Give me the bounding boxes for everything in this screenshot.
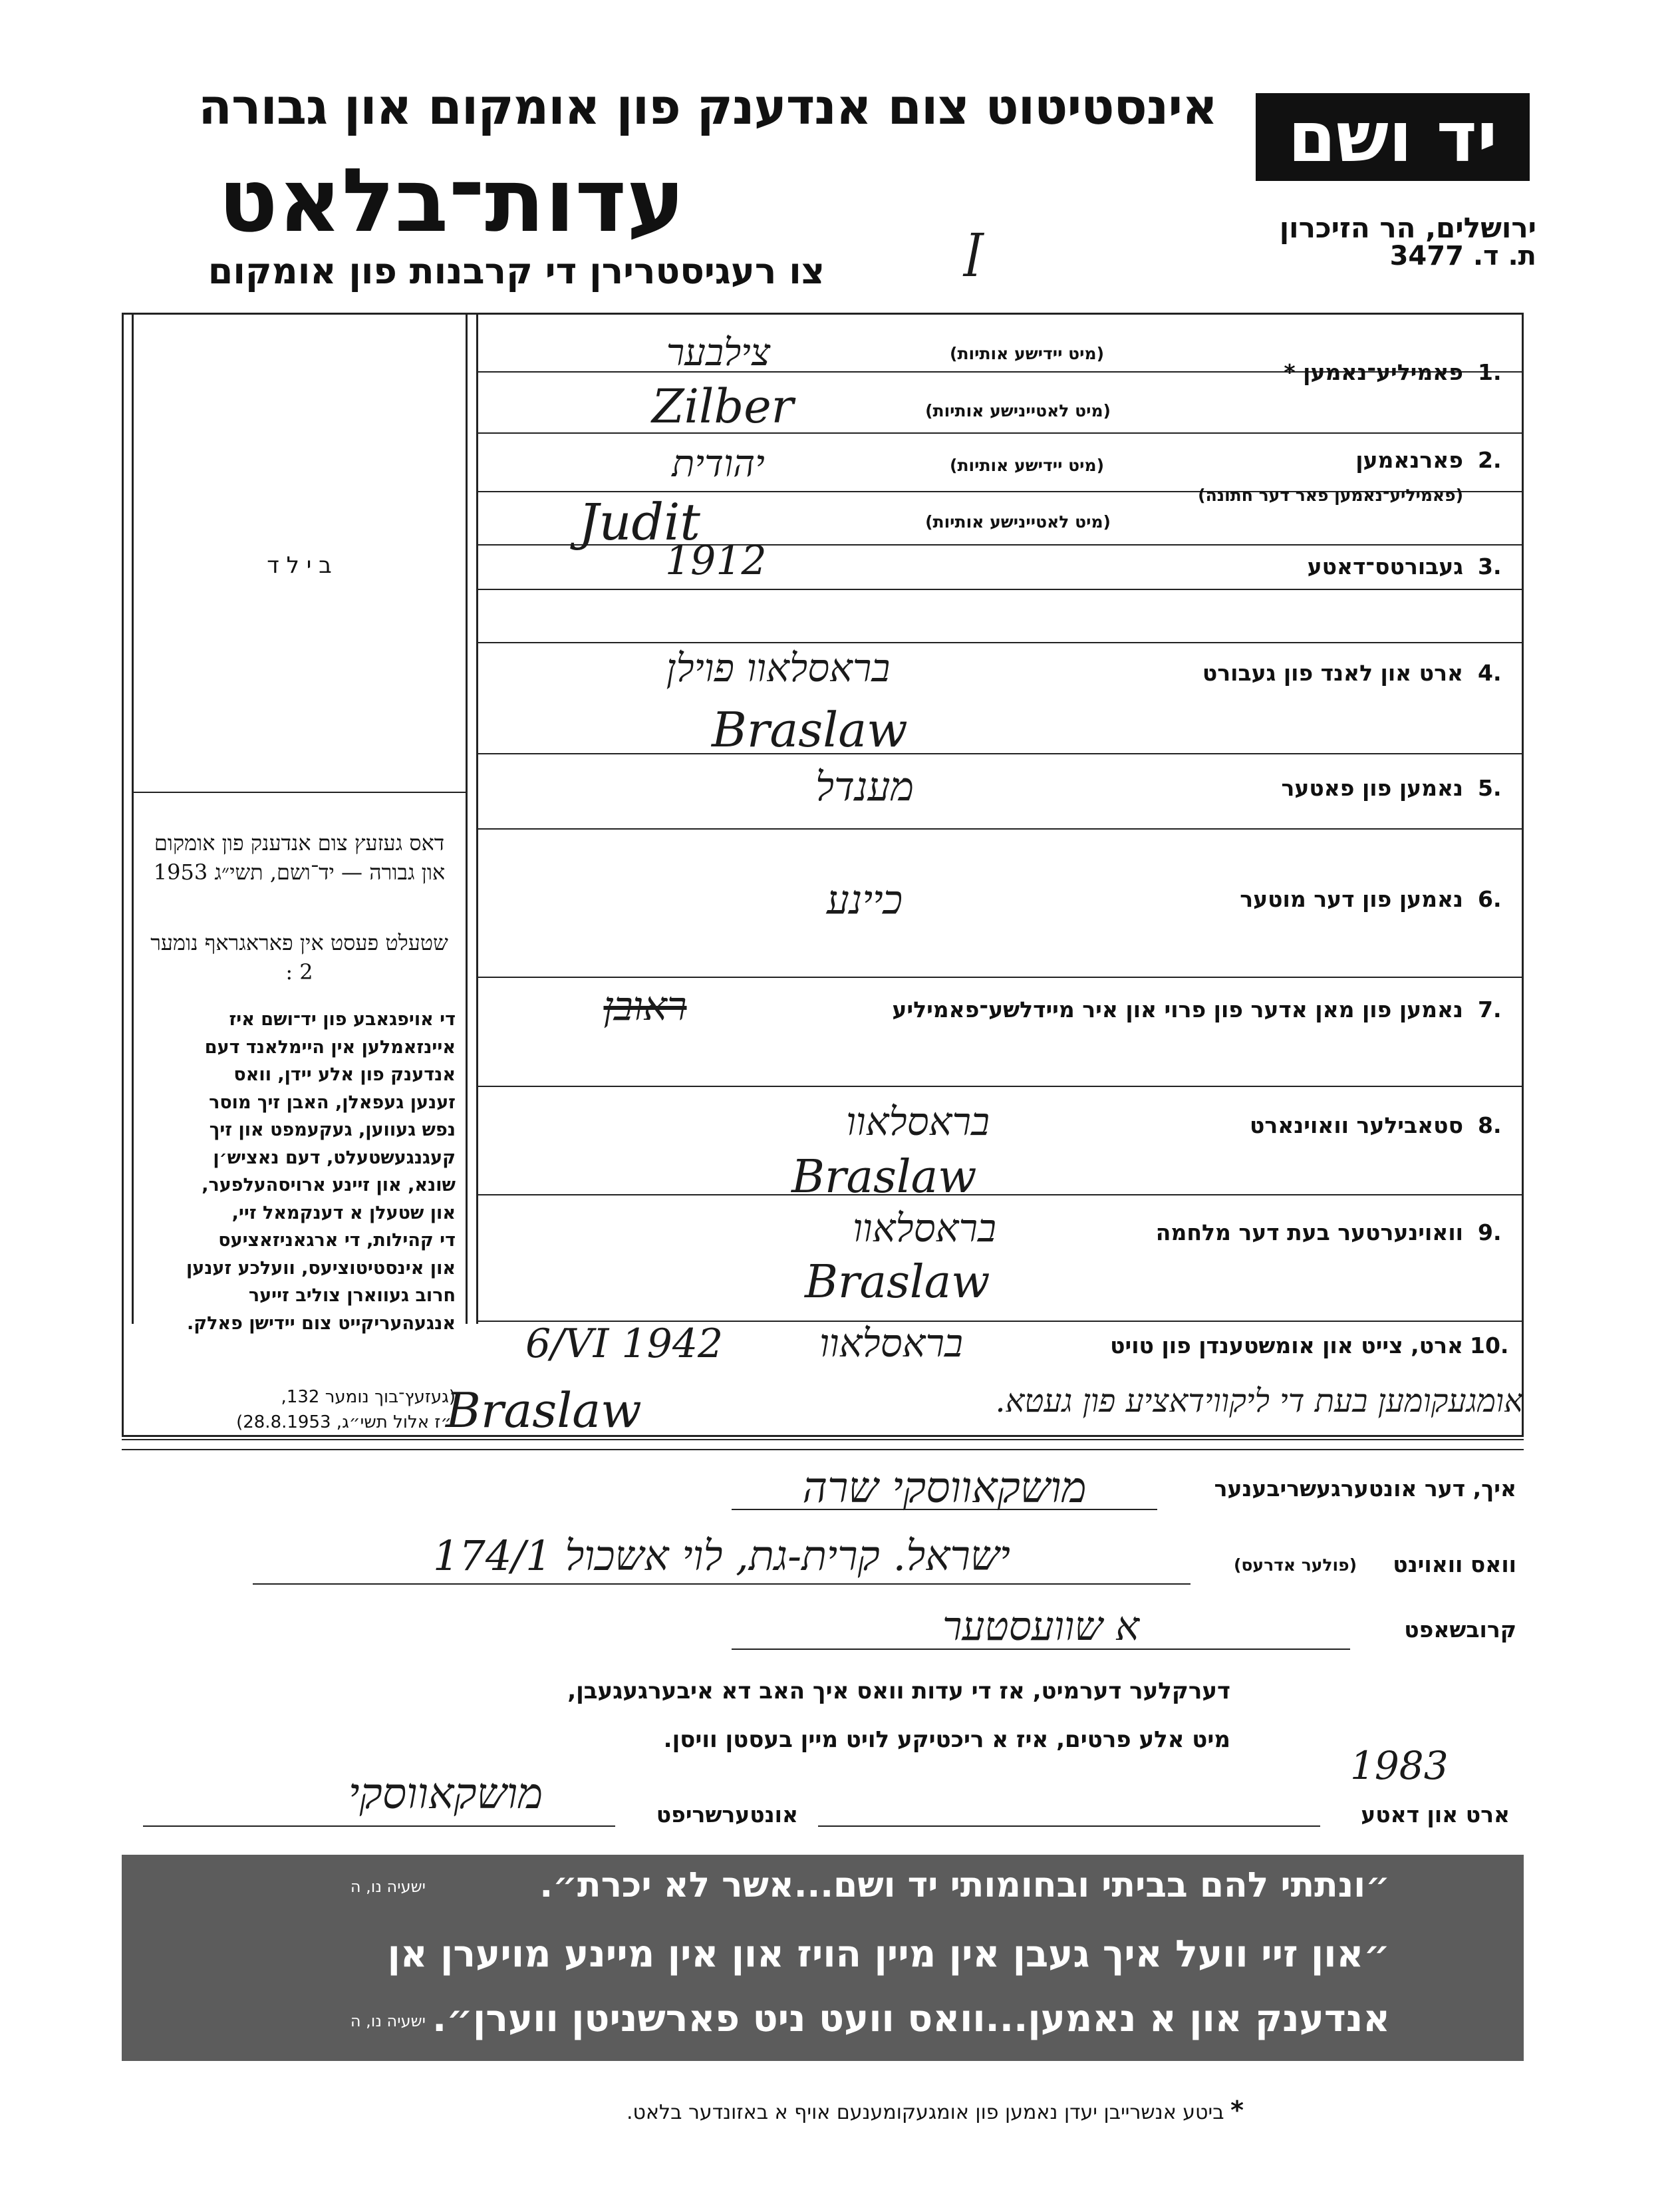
field-8-label: סטאבילער וואוינארט — [1250, 1112, 1463, 1138]
field-9-number: 9. — [1478, 1219, 1502, 1245]
witness-name-value: מושקאווסקי שרה — [802, 1464, 1087, 1513]
field-4-label: ארט און לאנד פון געבורט — [1202, 660, 1463, 686]
field-10-value-line2: אומגעקומען בעת די ליקווידאציע פון געטא. — [995, 1382, 1523, 1420]
field-5-label: נאמען פון פאטער — [1281, 775, 1463, 801]
field-2-value-yiddish: יהודית — [672, 442, 765, 486]
field-10-value-date: 6/VI 1942 — [525, 1321, 724, 1367]
place-date-line — [818, 1825, 1320, 1827]
photo-divider — [132, 313, 134, 1324]
form-subtitle: צו רעגיסטרירן די קרבנות פון אומקום — [208, 250, 825, 292]
declaration-line-2: מיט אלע פרטים, איז א ריכטיקע לויט מיין בעסטן וויסן. — [663, 1726, 1230, 1753]
field-1-label: פאמיליע־נאמען * — [1284, 359, 1463, 385]
paragraph-ref: שטעלט פעסט אין פאראגראף נומער 2 : — [150, 930, 448, 985]
field-10-label: ארט, צייט און אומשטענדן פון טויט — [1110, 1333, 1463, 1358]
column-divider-left — [466, 313, 468, 1324]
field-1-sub-latin: (מיט לאטיינישע אותיות) — [925, 401, 1111, 420]
law-body-line: די קהילות, די ארגאניזאציעס — [218, 1230, 456, 1251]
institute-line: אינסטיטוט צום אנדענק פון אומקום און גבורה — [198, 79, 1217, 136]
row-line — [478, 1194, 1522, 1195]
gazette-ref: (געזעץ־בוך נומער 132, — [281, 1387, 456, 1407]
field-2-note: (פאמיליע־נאמען פאר דער חתונה) — [1198, 486, 1463, 505]
law-body-line: חרוב געווארן צוליב זייער — [248, 1285, 456, 1306]
field-7-number: 7. — [1478, 997, 1502, 1022]
signature-line — [143, 1825, 615, 1827]
field-1-sub-yiddish: (מיט יידישע אותיות) — [950, 344, 1104, 363]
row-line — [122, 1439, 1524, 1440]
law-body-line: און אינסטיטוציעס, וועלכע זענען — [186, 1257, 456, 1279]
field-2-sub-yiddish: (מיט יידישע אותיות) — [950, 456, 1104, 475]
footnote-text: ביטע אנשרייבן יעדן נאמען פון אומגעקומענעם אויף א באזונדער בלאט. — [627, 2101, 1224, 2124]
field-9-value-yiddish: בראסלאוו — [853, 1205, 996, 1251]
field-6-value: כיינע — [826, 877, 903, 923]
banner-ref-1: ישעיה נו, ה — [350, 1877, 426, 1896]
row-line — [478, 753, 1522, 754]
field-5-value: מענדל — [815, 764, 914, 810]
field-4-value-yiddish: בראסלאוו פוילן — [666, 645, 891, 691]
witness-address-line — [253, 1583, 1190, 1585]
field-8-value-latin: Braslaw — [791, 1151, 977, 1203]
address-line-2: ת. ד. 3477 — [1389, 241, 1536, 271]
field-7-value: ראובן — [603, 983, 687, 1030]
law-body-line: אנדענק פון אלע יידן, וואס — [233, 1064, 456, 1085]
field-5-number: 5. — [1478, 775, 1502, 801]
banner-line-2: ״און זיי וועל איך געבן אין מיין הויז און אין מיינע מויערן אן — [387, 1933, 1390, 1976]
banner-ref-3: ישעיה נו, ה — [350, 2012, 426, 2030]
law-text: דאס געזעץ צום אנדענק פון אומקום און גבורה — יד־ושם, תשי״ג 1953 — [153, 830, 446, 885]
row-line — [478, 432, 1522, 434]
row-line — [478, 642, 1522, 643]
field-2-sub-latin: (מיט לאטיינישע אותיות) — [925, 512, 1111, 532]
law-body-line: נפש געווען, געקעמפט און זיך — [209, 1120, 456, 1140]
field-10-value-line2-latin: Braslaw — [446, 1382, 642, 1438]
footnote-asterisk: * — [1230, 2096, 1244, 2125]
field-2-value-latin: Judit — [579, 492, 700, 551]
field-4-value-latin: Braslaw — [712, 702, 908, 758]
witness-address-label: וואס וואוינט — [1393, 1551, 1516, 1577]
field-1-number: 1. — [1478, 359, 1502, 385]
row-line — [478, 589, 1522, 590]
banner-line-1: ״ונתתי להם בביתי ובחומותי יד ושם...אשר לא יכרת״. — [539, 1865, 1390, 1905]
field-10-value-place: בראסלאוו — [819, 1321, 963, 1366]
law-body-line: קעגנגעשטעלט, דעם נאציש׳ן — [213, 1147, 456, 1168]
declaration-line-1: דערקלער דערמיט, אז די עדות וואס איך האב דא איבערגעגעבן, — [567, 1678, 1230, 1704]
field-2-number: 2. — [1478, 447, 1502, 473]
corner-mark: ꟾ — [964, 233, 983, 287]
witness-relation-value: א שוועסטער — [942, 1603, 1139, 1650]
witness-address-note: (פולער אדרעס) — [1234, 1555, 1357, 1575]
witness-relation-label: קרובשאפט — [1404, 1617, 1516, 1643]
signature-label: אונטערשריפט — [656, 1802, 798, 1827]
field-7-label: נאמען פון מאן אדער פון פרוי און איר מיידלשע־פאמיליע — [892, 997, 1463, 1022]
yad-vashem-logo — [1256, 93, 1530, 181]
row-line — [478, 977, 1522, 978]
law-body-line: די אויפגאבע פון יד־ושם איז — [229, 1009, 456, 1030]
field-1-value-yiddish: צילבער — [666, 331, 771, 375]
field-3-number: 3. — [1478, 553, 1502, 579]
law-body-line: איינזאמלען אין היימלאנד דעם — [204, 1036, 456, 1058]
photo-label: ב י ל ד — [267, 552, 332, 579]
field-2-label: פארנאמען — [1355, 447, 1463, 473]
place-date-value: 1983 — [1350, 1743, 1449, 1788]
witness-address-value: ישראל. קרית-גת, לוי אשכול 174/1 — [432, 1531, 1011, 1580]
place-date-label: ארט און דאטע — [1361, 1802, 1510, 1827]
footnote — [412, 2096, 1244, 2125]
banner-line-3: אנדענק און א נאמען...וואס וועט ניט פארשניטן ווערן״. — [432, 1997, 1390, 2040]
form-title: עדות־בלאט — [218, 150, 685, 252]
address-line-1: ירושלים, הר הזיכרון — [1279, 212, 1536, 244]
field-3-value: 1912 — [665, 538, 767, 584]
field-8-value-yiddish: בראסלאוו — [846, 1099, 990, 1144]
field-9-label: וואוינערטער בעת דער מלחמה — [1155, 1219, 1463, 1245]
witness-name-label: איך, דער אונטערגעשריבענער — [1214, 1476, 1516, 1501]
field-1-value-latin: Zilber — [652, 379, 794, 434]
law-body — [143, 1006, 456, 1337]
law-body-line: אנגעהעריקייט צום יידישן פאלק. — [186, 1313, 456, 1334]
gazette-date: י״ז אלול תשי״ג, 28.8.1953) — [236, 1412, 456, 1432]
field-6-label: נאמען פון דער מוטער — [1240, 886, 1463, 912]
field-9-value-latin: Braslaw — [805, 1256, 990, 1309]
field-6-number: 6. — [1478, 886, 1502, 912]
photo-box-bottom — [132, 792, 468, 793]
field-8-number: 8. — [1478, 1112, 1502, 1138]
row-line — [478, 828, 1522, 830]
field-10-number: 10. — [1470, 1333, 1509, 1358]
field-3-label: געבורטס־דאטע — [1307, 553, 1463, 579]
law-body-line: שונא, און זיינע ארויסהעלפער, — [202, 1175, 456, 1195]
row-line — [122, 1449, 1524, 1450]
law-body-line: זענען געפאלן, האבן זיך מוסר — [209, 1092, 456, 1113]
logo-text: יד ושם — [1288, 96, 1498, 178]
law-body-line: און שטעלן א דענקמאל זיי, — [231, 1202, 456, 1223]
field-4-number: 4. — [1478, 660, 1502, 686]
row-line — [478, 1086, 1522, 1087]
column-divider-inner — [476, 313, 478, 1324]
signature-value: מושקאווסקי — [348, 1770, 543, 1819]
